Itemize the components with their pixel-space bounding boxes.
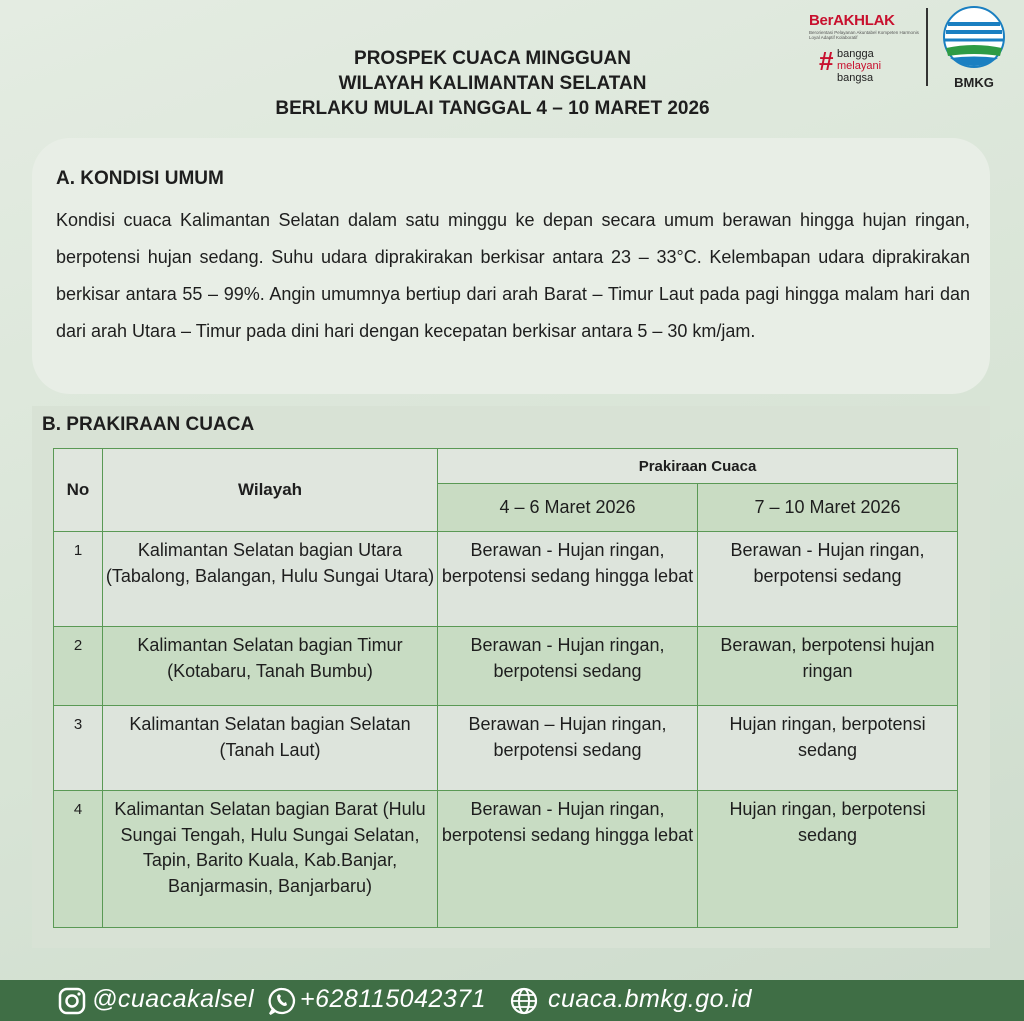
whatsapp-icon <box>267 986 297 1016</box>
instagram-handle[interactable]: @cuacakalsel <box>92 985 255 1013</box>
slogan-line-3: bangsa <box>837 72 874 84</box>
row-forecast-period-2: Berawan, berpotensi hujan ringan <box>698 627 958 706</box>
logo-divider <box>926 8 928 86</box>
section-a-heading: A. KONDISI UMUM <box>56 168 224 189</box>
berakhlak-wordmark: BerAKHLAK <box>809 12 895 29</box>
title-line-3: BERLAKU MULAI TANGGAL 4 – 10 MARET 2026 <box>275 98 710 119</box>
column-header-prakiraan: Prakiraan Cuaca <box>438 449 958 484</box>
title-line-1: PROSPEK CUACA MINGGUAN <box>354 48 631 69</box>
column-header-wilayah: Wilayah <box>103 449 438 532</box>
slogan-line-2: melayani <box>837 60 882 72</box>
table-row <box>54 532 958 627</box>
bmkg-label: BMKG <box>954 75 994 90</box>
table-row <box>54 791 958 928</box>
row-forecast-period-2: Hujan ringan, berpotensi sedang <box>698 706 958 791</box>
bangga-melayani-slogan <box>837 48 881 84</box>
slogan-line-1: bangga <box>837 48 874 60</box>
logo-group <box>809 6 1014 88</box>
row-number: 2 <box>54 627 103 706</box>
instagram-icon <box>58 987 86 1015</box>
row-number: 3 <box>54 706 103 791</box>
contact-footer <box>0 980 1024 1021</box>
row-number: 1 <box>54 532 103 627</box>
row-forecast-period-1: Berawan - Hujan ringan, berpotensi sedang hingga lebat <box>438 532 698 627</box>
page-title <box>160 46 825 121</box>
row-wilayah: Kalimantan Selatan bagian Utara (Tabalong, Balangan, Hulu Sungai Utara) <box>103 532 438 627</box>
column-header-no: No <box>54 449 103 532</box>
row-number: 4 <box>54 791 103 928</box>
berakhlak-logo <box>809 12 919 88</box>
hashtag-icon: # <box>819 46 834 76</box>
row-forecast-period-1: Berawan – Hujan ringan, berpotensi sedang <box>438 706 698 791</box>
berakhlak-subtext: Berorientasi Pelayanan Akuntabel Kompeten Harmonis Loyal Adaptif Kolaboratif <box>809 30 919 40</box>
website-link[interactable]: cuaca.bmkg.go.id <box>548 985 752 1013</box>
row-wilayah: Kalimantan Selatan bagian Timur (Kotabaru, Tanah Bumbu) <box>103 627 438 706</box>
column-header-period-1: 4 – 6 Maret 2026 <box>438 484 698 532</box>
globe-icon <box>510 987 538 1015</box>
bmkg-emblem-icon <box>942 6 1006 68</box>
bmkg-logo <box>939 6 1009 88</box>
table-row <box>54 627 958 706</box>
table-row <box>54 706 958 791</box>
column-header-period-2: 7 – 10 Maret 2026 <box>698 484 958 532</box>
row-wilayah: Kalimantan Selatan bagian Selatan (Tanah Laut) <box>103 706 438 791</box>
section-b-heading: B. PRAKIRAAN CUACA <box>42 414 255 435</box>
forecast-table <box>53 448 958 928</box>
row-forecast-period-1: Berawan - Hujan ringan, berpotensi sedang <box>438 627 698 706</box>
whatsapp-number[interactable]: +628115042371 <box>300 985 487 1013</box>
section-a-text: Kondisi cuaca Kalimantan Selatan dalam satu minggu ke depan secara umum berawan hingga hujan ringan, berpotensi hujan sedang. Suhu udara diprakirakan berkisar antara 23 – 33°C. Kelembapan udara diprakirakan berkisar antara 55 – 99%. Angin umumnya bertiup dari arah Barat – Timur Laut pada pagi hingga malam hari dan dari arah Utara – Timur pada dini hari dengan kecepatan berkisar antara 5 – 30 km/jam. <box>56 210 970 341</box>
title-line-2: WILAYAH KALIMANTAN SELATAN <box>338 73 647 94</box>
kondisi-umum-card <box>32 138 990 394</box>
row-forecast-period-1: Berawan - Hujan ringan, berpotensi sedang hingga lebat <box>438 791 698 928</box>
row-forecast-period-2: Berawan - Hujan ringan, berpotensi sedang <box>698 532 958 627</box>
row-forecast-period-2: Hujan ringan, berpotensi sedang <box>698 791 958 928</box>
row-wilayah: Kalimantan Selatan bagian Barat (Hulu Sungai Tengah, Hulu Sungai Selatan, Tapin, Barito Kuala, Kab.Banjar, Banjarmasin, Banjarbaru) <box>103 791 438 928</box>
